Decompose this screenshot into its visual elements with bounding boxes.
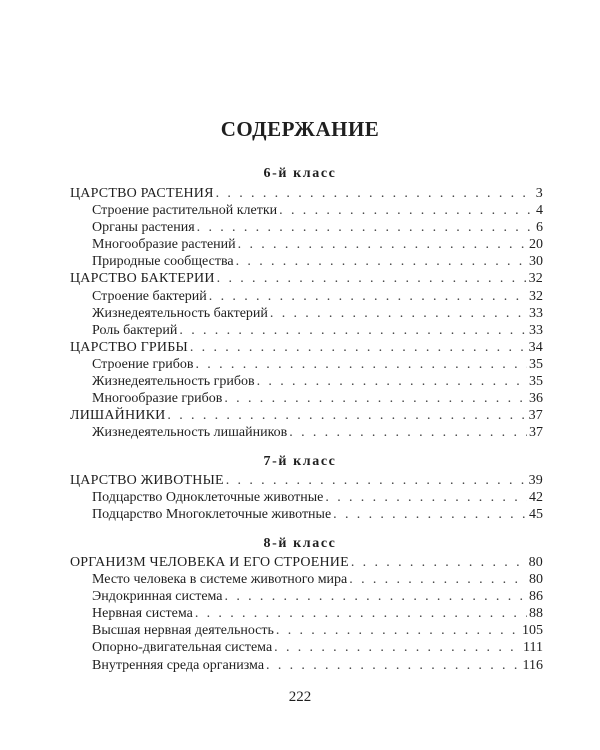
toc-entry-title: Многообразие грибов xyxy=(92,391,223,407)
toc-entry-title: Природные сообщества xyxy=(92,254,234,270)
dot-leader xyxy=(167,407,526,424)
toc-list-grade-6 xyxy=(70,185,543,441)
toc-entry-page: 32 xyxy=(528,271,543,287)
dot-leader xyxy=(325,489,527,506)
dot-leader xyxy=(179,322,527,339)
section-heading-grade-8: 8-й класс xyxy=(263,536,337,551)
toc-entry xyxy=(70,185,543,202)
toc-entry-page: 80 xyxy=(529,572,543,588)
toc-entry xyxy=(70,622,543,639)
dot-leader xyxy=(225,588,527,605)
toc-entry-page: 105 xyxy=(522,623,543,639)
toc-entry-title: ОРГАНИЗМ ЧЕЛОВЕКА И ЕГО СТРОЕНИЕ xyxy=(70,555,349,570)
dot-leader xyxy=(279,202,534,219)
toc-entry xyxy=(70,322,543,339)
toc-entry xyxy=(70,202,543,219)
toc-entry-title: Высшая нервная деятельность xyxy=(92,623,274,639)
dot-leader xyxy=(351,554,527,571)
toc-entry-title: Роль бактерий xyxy=(92,322,178,338)
toc-entry-page: 116 xyxy=(522,657,543,673)
toc-entry xyxy=(70,506,543,523)
toc-entry xyxy=(70,339,543,356)
toc-entry-page: 34 xyxy=(528,339,543,355)
toc-entry-title: Многообразие растений xyxy=(92,237,236,253)
toc-entry-page: 88 xyxy=(529,606,543,622)
toc-entry xyxy=(70,605,543,622)
toc-entry xyxy=(70,253,543,270)
toc-entry-title: Строение грибов xyxy=(92,356,194,372)
toc-entry xyxy=(70,489,543,506)
toc-entry-page: 80 xyxy=(528,555,543,570)
section-heading-grade-7: 7-й класс xyxy=(263,454,337,469)
toc-entry xyxy=(70,639,543,656)
toc-entry-title: ЦАРСТВО ГРИБЫ xyxy=(70,339,188,355)
toc-entry-page: 111 xyxy=(523,640,543,656)
toc-entry xyxy=(70,390,543,407)
toc-entry-title: Подцарство Многоклеточные животные xyxy=(92,507,332,523)
toc-entry xyxy=(70,571,543,588)
toc-entry-title: Место человека в системе животного мира xyxy=(92,572,348,588)
toc-entry-title: Подцарство Одноклеточные животные xyxy=(92,490,324,506)
toc-list-grade-7 xyxy=(70,472,543,523)
section-heading-grade-6: 6-й класс xyxy=(263,166,337,181)
toc-entry-title: Жизнедеятельность лишайников xyxy=(92,425,288,441)
toc-entry-page: 36 xyxy=(529,391,543,407)
toc-entry xyxy=(70,305,543,322)
toc-entry-page: 33 xyxy=(529,305,543,321)
toc-entry-title: Органы растения xyxy=(92,220,195,236)
toc-entry-page: 32 xyxy=(529,288,543,304)
toc-entry xyxy=(70,270,543,287)
dot-leader xyxy=(216,185,534,202)
toc-entry-page: 20 xyxy=(529,237,543,253)
dot-leader xyxy=(217,270,527,287)
dot-leader xyxy=(224,390,527,407)
toc-entry xyxy=(70,373,543,390)
dot-leader xyxy=(333,506,527,523)
toc-entry-title: Внутренняя среда организма xyxy=(92,657,265,673)
toc-entry xyxy=(70,407,543,424)
toc-entry xyxy=(70,554,543,571)
toc-entry-page: 6 xyxy=(536,220,543,236)
toc-entry xyxy=(70,588,543,605)
dot-leader xyxy=(274,639,521,656)
dot-leader xyxy=(270,305,527,322)
toc-entry-page: 37 xyxy=(528,408,543,424)
toc-entry xyxy=(70,219,543,236)
dot-leader xyxy=(349,571,527,588)
dot-leader xyxy=(195,605,527,622)
dot-leader xyxy=(289,424,527,441)
dot-leader xyxy=(238,236,527,253)
toc-entry-title: Жизнедеятельность бактерий xyxy=(92,305,268,321)
dot-leader xyxy=(197,219,534,236)
toc-entry-title: ЦАРСТВО БАКТЕРИИ xyxy=(70,271,215,287)
dot-leader xyxy=(226,472,527,489)
toc-entry-page: 42 xyxy=(529,490,543,506)
toc-entry-page: 39 xyxy=(528,473,543,488)
toc-entry-title: Строение растительной клетки xyxy=(92,203,278,219)
dot-leader xyxy=(257,373,527,390)
toc-entry-page: 4 xyxy=(536,203,543,219)
toc-entry xyxy=(70,657,543,674)
toc-entry xyxy=(70,288,543,305)
toc-entry-page: 35 xyxy=(529,374,543,390)
dot-leader xyxy=(266,657,520,674)
toc-entry-page: 33 xyxy=(529,322,543,338)
toc-entry xyxy=(70,356,543,373)
toc-entry xyxy=(70,236,543,253)
toc-entry-title: Строение бактерий xyxy=(92,288,207,304)
toc-entry-page: 86 xyxy=(529,589,543,605)
toc-entry-title: ЛИШАЙНИКИ xyxy=(70,408,166,424)
toc-entry-page: 35 xyxy=(529,356,543,372)
toc-entry-page: 30 xyxy=(529,254,543,270)
toc-entry-page: 37 xyxy=(529,425,543,441)
dot-leader xyxy=(209,288,527,305)
dot-leader xyxy=(196,356,528,373)
toc-entry-title: ЦАРСТВО ЖИВОТНЫЕ xyxy=(70,473,224,488)
toc-entry-title: Опорно-двигательная система xyxy=(92,640,273,656)
page-title: СОДЕРЖАНИЕ xyxy=(220,117,380,141)
toc-entry-title: Эндокринная система xyxy=(92,589,223,605)
dot-leader xyxy=(190,339,527,356)
dot-leader xyxy=(276,622,520,639)
toc-entry-title: ЦАРСТВО РАСТЕНИЯ xyxy=(70,186,214,201)
toc-entry-title: Нервная система xyxy=(92,606,193,622)
page-number: 222 xyxy=(288,689,312,705)
toc-list-grade-8 xyxy=(70,554,543,674)
toc-entry-page: 45 xyxy=(529,507,543,523)
toc-entry xyxy=(70,472,543,489)
dot-leader xyxy=(236,253,527,270)
toc-entry-title: Жизнедеятельность грибов xyxy=(92,374,255,390)
toc-entry xyxy=(70,424,543,441)
toc-entry-page: 3 xyxy=(535,186,543,201)
